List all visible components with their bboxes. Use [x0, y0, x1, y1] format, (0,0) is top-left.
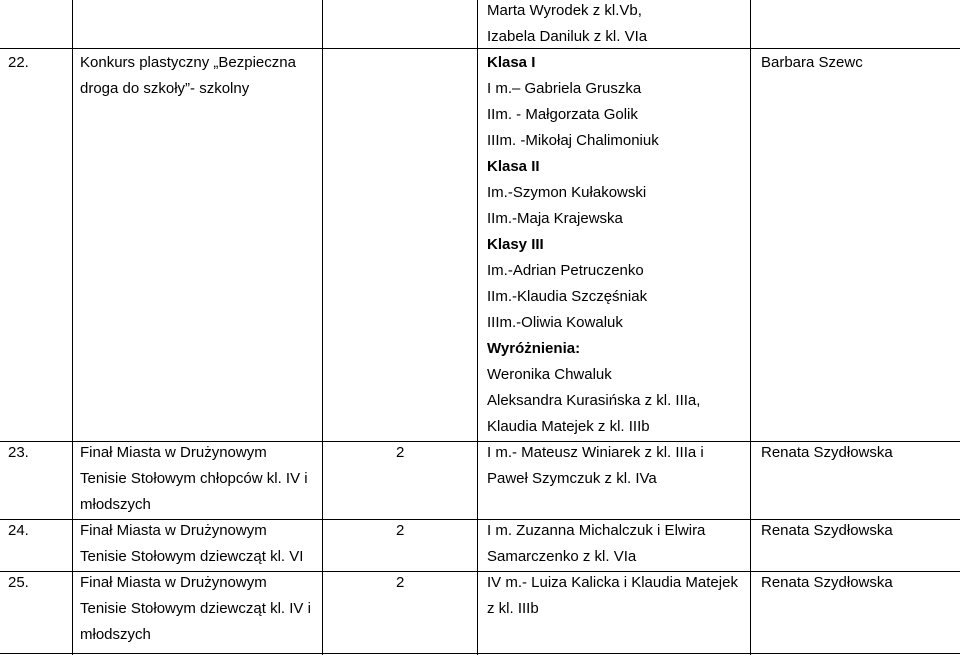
- column-divider-count: [322, 0, 323, 655]
- result-line: IV m.- Luiza Kalicka i Klaudia Matejek: [487, 574, 738, 591]
- class-header-klasa-1: Klasa I: [487, 54, 536, 71]
- result-line: I m.– Gabriela Gruszka: [487, 80, 642, 97]
- result-line: IIIm. -Mikołaj Chalimoniuk: [487, 132, 659, 149]
- result-line: IIIm.-Oliwia Kowaluk: [487, 314, 623, 331]
- row-22-title-line: droga do szkoły”- szkolny: [80, 80, 250, 97]
- result-line: Im.-Szymon Kułakowski: [487, 184, 647, 201]
- row-23-title-line: młodszych: [80, 496, 151, 513]
- row-24-number: 24.: [8, 522, 29, 539]
- row-22-title-line: Konkurs plastyczny „Bezpieczna: [80, 54, 296, 71]
- result-line: Weronika Chwaluk: [487, 366, 612, 383]
- row-22-number: 22.: [8, 54, 29, 71]
- row-21-result-line: Marta Wyrodek z kl.Vb,: [487, 2, 642, 19]
- row-21-result-line: Izabela Daniluk z kl. VIa: [487, 28, 648, 45]
- row-25-teacher: Renata Szydłowska: [761, 574, 893, 591]
- row-23-number: 23.: [8, 444, 29, 461]
- row-divider-23: [0, 441, 960, 442]
- result-line: z kl. IIIb: [487, 600, 539, 617]
- column-divider-title: [72, 0, 73, 655]
- row-23-teacher: Renata Szydłowska: [761, 444, 893, 461]
- row-divider-25: [0, 571, 960, 572]
- result-line: IIm. - Małgorzata Golik: [487, 106, 638, 123]
- row-25-title-line: Tenisie Stołowym dziewcząt kl. IV i: [80, 600, 311, 617]
- row-22-teacher: Barbara Szewc: [761, 54, 863, 71]
- row-25-number: 25.: [8, 574, 29, 591]
- class-header-klasy-3: Klasy III: [487, 236, 544, 253]
- result-line: I m.- Mateusz Winiarek z kl. IIIa i: [487, 444, 704, 461]
- result-line: I m. Zuzanna Michalczuk i Elwira: [487, 522, 706, 539]
- row-divider-24: [0, 519, 960, 520]
- row-23-title-line: Tenisie Stołowym chłopców kl. IV i: [80, 470, 308, 487]
- result-line: Aleksandra Kurasińska z kl. IIIa,: [487, 392, 701, 409]
- column-divider-results: [477, 0, 478, 655]
- row-25-title-line: młodszych: [80, 626, 151, 643]
- distinctions-header: Wyróżnienia:: [487, 340, 581, 357]
- class-header-klasa-2: Klasa II: [487, 158, 540, 175]
- row-24-title-line: Tenisie Stołowym dziewcząt kl. VI: [80, 548, 304, 565]
- result-line: Klaudia Matejek z kl. IIIb: [487, 418, 650, 435]
- result-line: Im.-Adrian Petruczenko: [487, 262, 644, 279]
- result-line: IIm.-Maja Krajewska: [487, 210, 623, 227]
- row-24-count: 2: [396, 522, 405, 539]
- row-divider-bottom: [0, 653, 960, 654]
- column-divider-teacher: [750, 0, 751, 655]
- result-line: IIm.-Klaudia Szczęśniak: [487, 288, 648, 305]
- row-23-title-line: Finał Miasta w Drużynowym: [80, 444, 267, 461]
- row-25-count: 2: [396, 574, 405, 591]
- row-25-title-line: Finał Miasta w Drużynowym: [80, 574, 267, 591]
- row-23-count: 2: [396, 444, 405, 461]
- row-divider-top: [0, 48, 960, 49]
- row-24-teacher: Renata Szydłowska: [761, 522, 893, 539]
- result-line: Samarczenko z kl. VIa: [487, 548, 637, 565]
- result-line: Paweł Szymczuk z kl. IVa: [487, 470, 657, 487]
- row-24-title-line: Finał Miasta w Drużynowym: [80, 522, 267, 539]
